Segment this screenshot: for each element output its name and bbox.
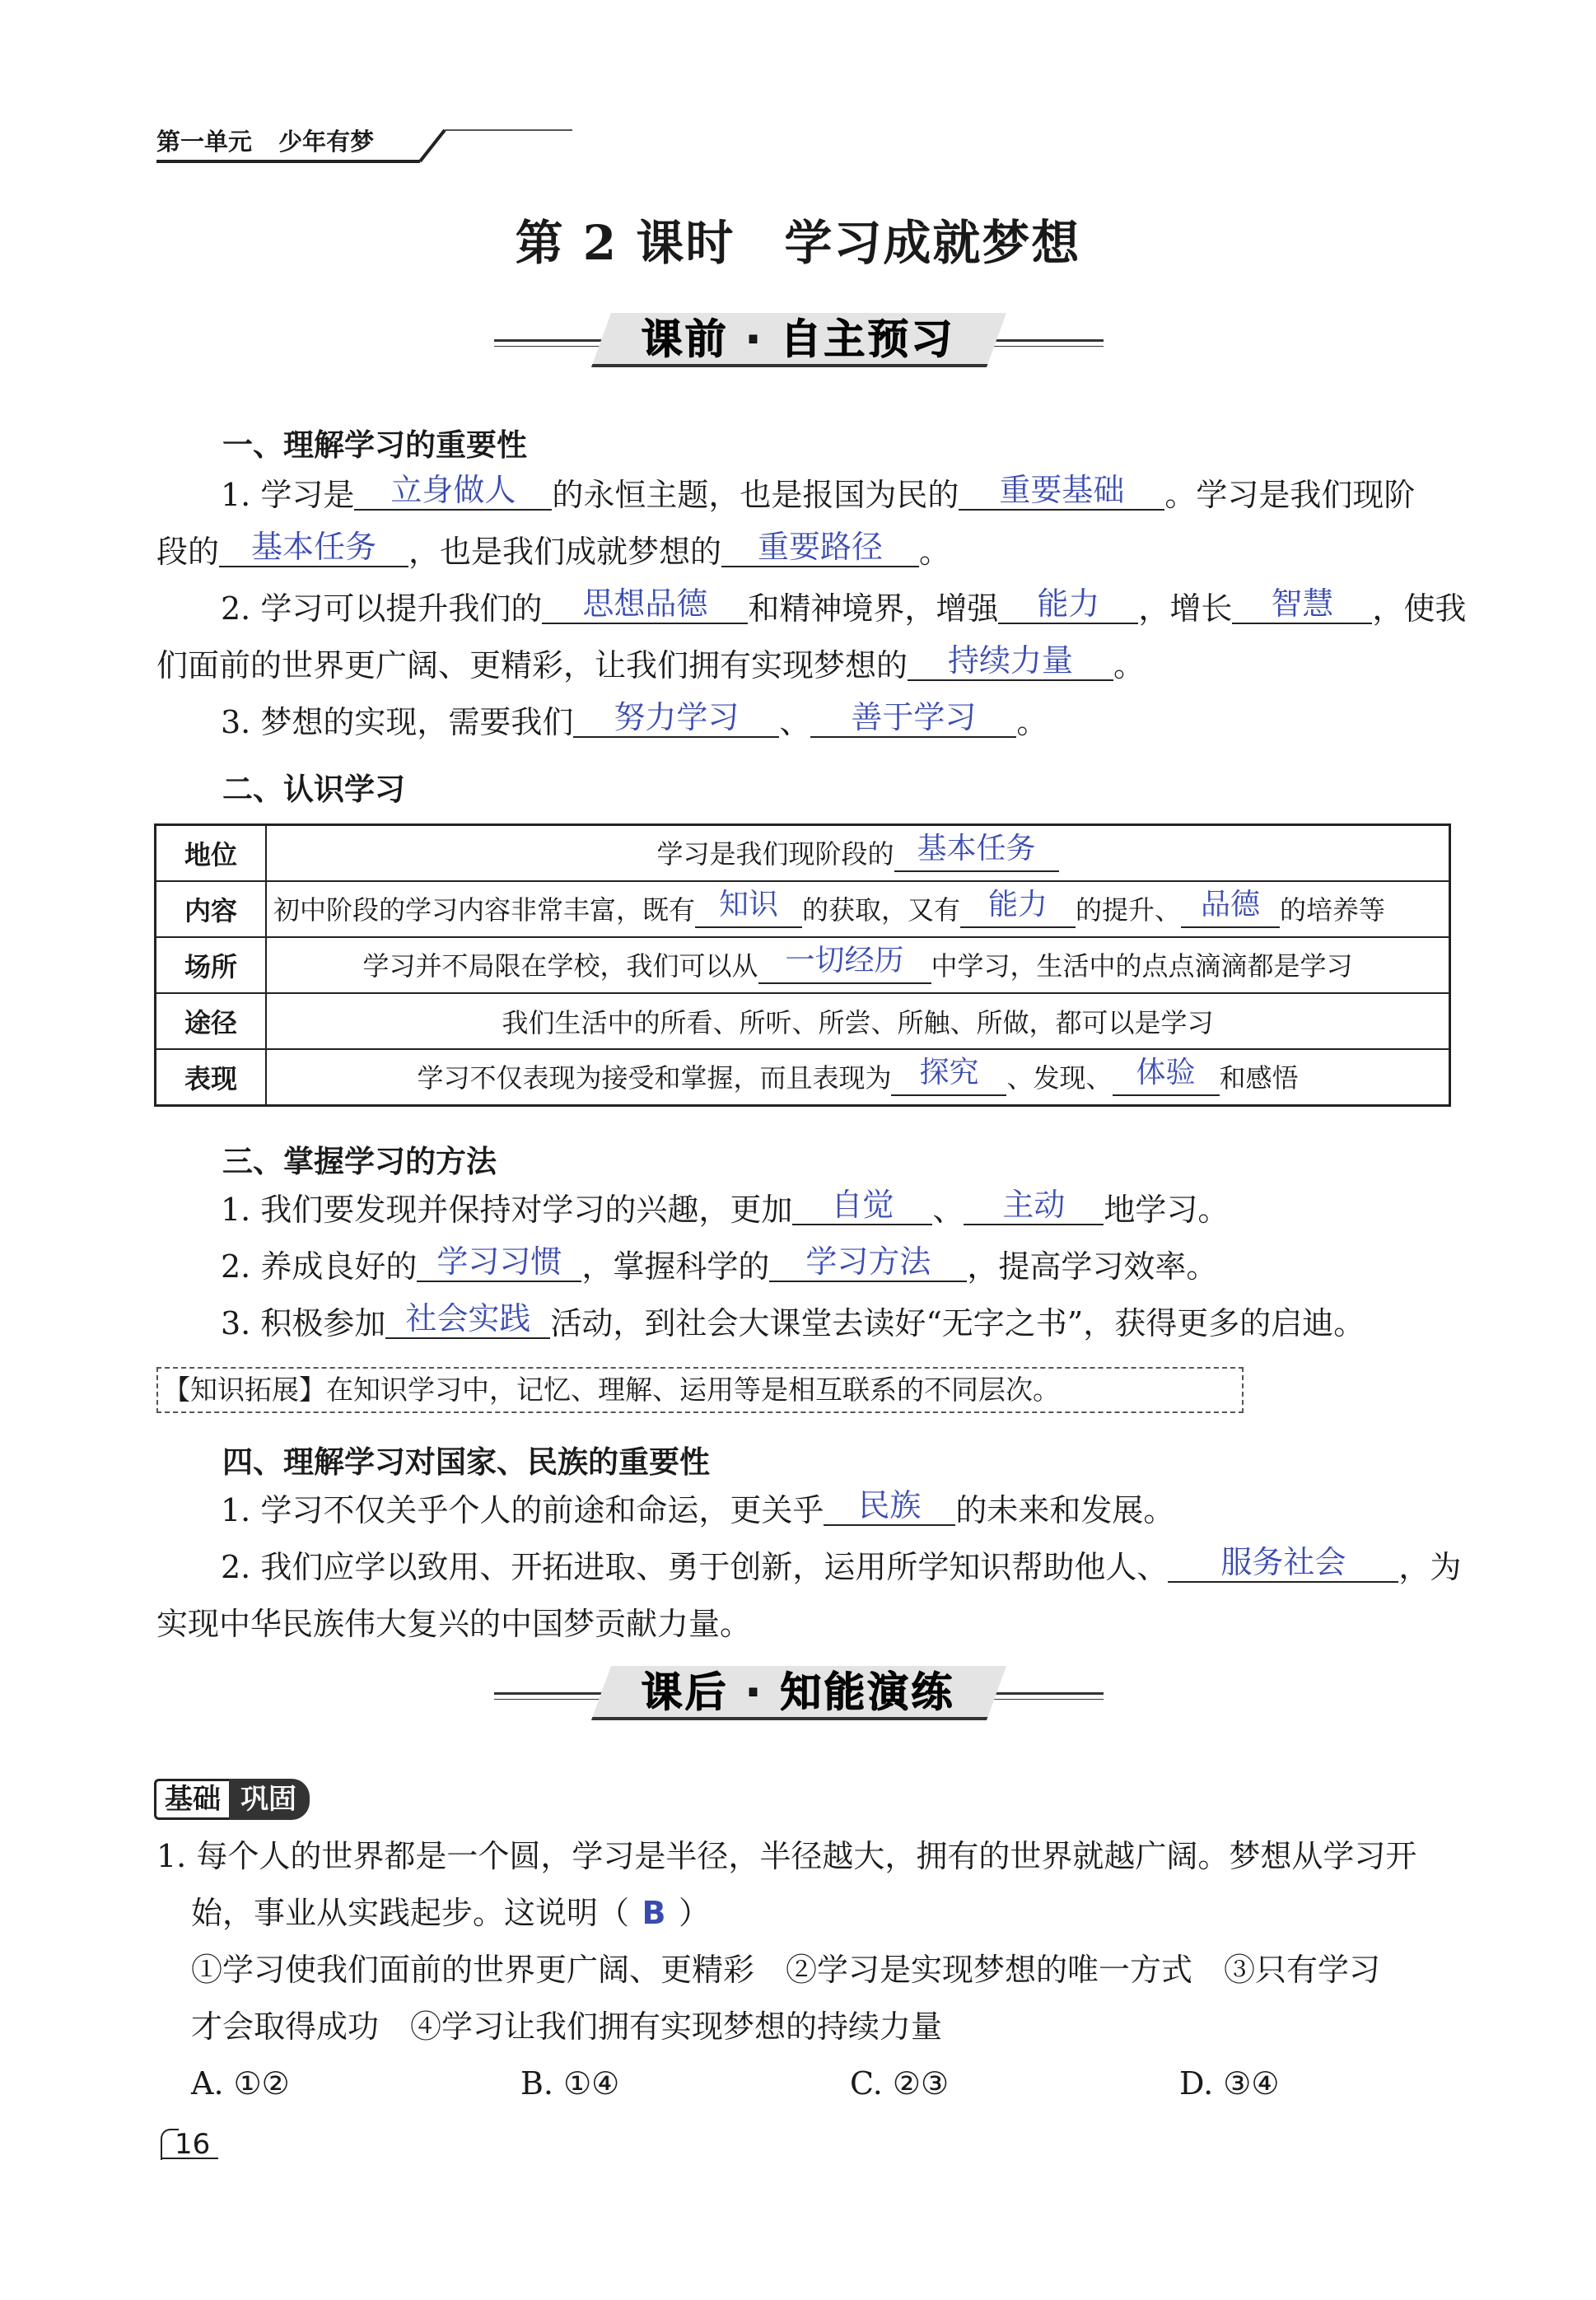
- table-row: [156, 993, 1450, 1049]
- practice-banner: [0, 1659, 1596, 1725]
- blank: 学习习惯: [417, 1246, 581, 1282]
- text: 的未来和发展。: [955, 1492, 1175, 1528]
- text: 。: [1016, 704, 1048, 740]
- banner-label: 课前 · 自主预习: [641, 315, 955, 363]
- badge-part-b: 巩固: [229, 1779, 310, 1820]
- s1-line1: [221, 472, 1416, 516]
- section3-heading: 三、掌握学习的方法: [222, 1144, 497, 1179]
- blank: 社会实践: [385, 1303, 550, 1339]
- lesson-number: 第 2 课时: [515, 215, 735, 271]
- s3-line1: [221, 1187, 1230, 1230]
- text: 学习并不局限在学校，我们可以从: [362, 949, 758, 982]
- s3-line3: [221, 1300, 1365, 1344]
- blank: 探究: [891, 1049, 1006, 1096]
- text: 的培养等: [1280, 893, 1386, 926]
- text: 。学习是我们现阶: [1164, 477, 1416, 513]
- page-title: [0, 204, 1596, 273]
- text: 学习是我们现阶段的: [656, 837, 894, 870]
- blank: 善于学习: [810, 702, 1016, 738]
- text: 和精神境界，增强: [748, 590, 999, 627]
- unit-label: 第一单元: [156, 128, 253, 156]
- row-label: 表现: [156, 1049, 267, 1106]
- text: 初中阶段的学习内容非常丰富，既有: [273, 893, 696, 926]
- blank: 主动: [964, 1189, 1104, 1225]
- blank: 一切经历: [758, 937, 931, 984]
- text: 和感悟: [1219, 1061, 1299, 1094]
- q1-line2: [191, 1897, 710, 1929]
- text: 1. 学习不仅关乎个人的前途和命运，更关乎: [221, 1492, 824, 1528]
- text: 、: [932, 1192, 964, 1228]
- text: 2. 我们应学以致用、开拓进取、勇于创新，运用所学知识帮助他人、: [221, 1549, 1169, 1585]
- blank: 重要基础: [959, 474, 1164, 511]
- text: 3. 梦想的实现，需要我们: [221, 704, 574, 740]
- text: 段的: [156, 534, 220, 570]
- unit-topic: 少年有梦: [278, 128, 375, 156]
- row-label: 地位: [156, 825, 267, 882]
- s3-line2: [221, 1243, 1218, 1287]
- s4-line1: [221, 1487, 1175, 1531]
- table-row: [156, 1049, 1450, 1106]
- text: 中学习，生活中的点点滴滴都是学习: [931, 949, 1353, 982]
- header-line: [156, 124, 585, 165]
- text: ，使我: [1372, 590, 1467, 627]
- s1-line3: [221, 585, 1467, 629]
- table-row: [156, 881, 1450, 937]
- blank: 学习方法: [769, 1246, 967, 1282]
- blank: 服务社会: [1168, 1547, 1398, 1583]
- blank: 能力: [960, 881, 1076, 928]
- q1-option-c: C. ②③: [850, 2065, 950, 2102]
- text: ，增长: [1138, 590, 1233, 627]
- answer: B: [642, 1895, 666, 1931]
- text: 们面前的世界更广阔、更精彩，让我们拥有实现梦想的: [156, 647, 908, 683]
- basic-consolidation-badge: [154, 1779, 310, 1820]
- blank: 立身做人: [354, 474, 552, 511]
- text: ，掌握科学的: [581, 1248, 770, 1285]
- text: 、: [779, 704, 811, 740]
- section2-heading: 二、认识学习: [222, 772, 405, 807]
- blank: 能力: [998, 588, 1138, 624]
- text: ，也是我们成就梦想的: [408, 534, 722, 570]
- blank: 持续力量: [908, 645, 1113, 681]
- text: 的永恒主题，也是报国为民的: [552, 477, 959, 513]
- text: 2. 学习可以提升我们的: [221, 590, 543, 627]
- text: 活动，到社会大课堂去读好“无字之书”，获得更多的启迪。: [550, 1305, 1365, 1341]
- blank: 重要路径: [721, 531, 919, 567]
- text: 、发现、: [1006, 1061, 1113, 1094]
- text: ）: [679, 1895, 711, 1931]
- text: ，提高学习效率。: [967, 1248, 1218, 1285]
- blank: 品德: [1181, 881, 1280, 928]
- text: 。: [1113, 647, 1146, 683]
- row-label: 场所: [156, 937, 267, 993]
- blank: 努力学习: [573, 702, 779, 738]
- text: 1. 我们要发现并保持对学习的兴趣，更加: [221, 1192, 793, 1228]
- section1-heading: 一、理解学习的重要性: [222, 427, 527, 463]
- q1-option-d: D. ③④: [1179, 2065, 1280, 2102]
- blank: 体验: [1113, 1049, 1220, 1096]
- row-label: 途径: [156, 993, 267, 1049]
- badge-part-a: 基础: [154, 1779, 229, 1820]
- preview-banner: [0, 306, 1596, 372]
- s4-line2: [221, 1544, 1462, 1588]
- table-row: [156, 825, 1450, 882]
- text: 2. 养成良好的: [221, 1248, 418, 1285]
- text: 。: [919, 534, 951, 570]
- knowledge-extension-box: 【知识拓展】在知识学习中，记忆、理解、运用等是相互联系的不同层次。: [156, 1367, 1244, 1413]
- text: 的提升、: [1076, 893, 1182, 926]
- row-content: [266, 937, 1450, 993]
- lesson-name: 学习成就梦想: [784, 215, 1081, 271]
- row-label: 内容: [156, 881, 267, 937]
- q1-line3: ①学习使我们面前的世界更广阔、更精彩 ②学习是实现梦想的唯一方式 ③只有学习: [191, 1952, 1381, 1988]
- blank: 自觉: [792, 1189, 932, 1225]
- q1-line4: 才会取得成功 ④学习让我们拥有实现梦想的持续力量: [191, 2008, 943, 2045]
- q1-option-b: B. ①④: [520, 2065, 620, 2102]
- text: 始，事业从实践起步。这说明（: [191, 1895, 630, 1931]
- blank: 基本任务: [219, 531, 408, 567]
- s1-line5: [221, 699, 1048, 743]
- blank: 智慧: [1232, 588, 1372, 624]
- section4-heading: 四、理解学习对国家、民族的重要性: [222, 1444, 710, 1480]
- row-content: [266, 881, 1450, 937]
- s1-line2: [156, 529, 951, 572]
- text: 3. 积极参加: [221, 1305, 386, 1341]
- blank: 基本任务: [894, 825, 1059, 872]
- text: 1. 学习是: [221, 477, 355, 513]
- s1-line4: [156, 642, 1146, 686]
- q1-line1: 1. 每个人的世界都是一个圆，学习是半径，半径越大，拥有的世界就越广阔。梦想从学习开: [156, 1838, 1417, 1874]
- text: 学习不仅表现为接受和掌握，而且表现为: [417, 1061, 892, 1094]
- blank: 知识: [695, 881, 802, 928]
- row-content: [266, 825, 1450, 882]
- blank: 民族: [824, 1490, 955, 1526]
- text: 的获取，又有: [802, 893, 961, 926]
- learning-table: [154, 823, 1451, 1107]
- banner-label: 课后 · 知能演练: [641, 1668, 955, 1716]
- row-content: 我们生活中的所看、所听、所尝、所触、所做，都可以是学习: [266, 993, 1450, 1049]
- s4-line3: 实现中华民族伟大复兴的中国梦贡献力量。: [156, 1606, 752, 1642]
- row-content: [266, 1049, 1450, 1106]
- blank: 思想品德: [542, 588, 748, 624]
- text: 地学习。: [1104, 1192, 1230, 1228]
- page-number: 16: [175, 2128, 211, 2161]
- text: ，为: [1398, 1549, 1462, 1585]
- q1-option-a: A. ①②: [191, 2065, 290, 2102]
- table-row: [156, 937, 1450, 993]
